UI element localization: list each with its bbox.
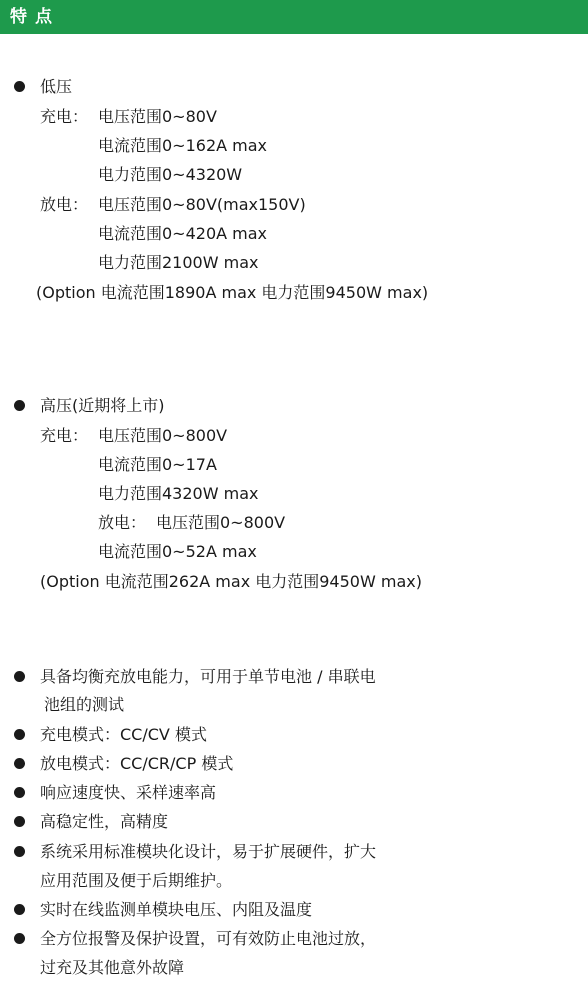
bullet-icon (14, 758, 25, 769)
low-charge-label: 充电： (40, 107, 89, 126)
low-discharge-voltage: 电压范围0~80V(max150V) (98, 195, 306, 214)
low-voltage-title: 低压 (40, 77, 73, 96)
high-charge-power: 电力范围4320W max (98, 484, 259, 503)
bullet-icon (14, 729, 25, 740)
feature-item: 响应速度快、采样速率高 (40, 783, 217, 802)
bullet-icon (14, 933, 25, 944)
feature-item-continued: 过充及其他意外故障 (40, 958, 185, 977)
feature-item: 全方位报警及保护设置，可有效防止电池过放， (40, 929, 377, 948)
low-option-note: (Option 电流范围1890A max 电力范围9450W max) (36, 283, 429, 302)
feature-item: 放电模式：CC/CR/CP 模式 (40, 754, 234, 773)
low-charge-power: 电力范围0~4320W (98, 165, 243, 184)
low-discharge-power: 电力范围2100W max (98, 253, 259, 272)
bullet-icon (14, 671, 25, 682)
feature-item: 充电模式：CC/CV 模式 (40, 725, 207, 744)
bullet-icon (14, 846, 25, 857)
bullet-icon (14, 904, 25, 915)
high-voltage-title: 高压(近期将上市) (40, 396, 165, 415)
feature-item-continued: 池组的测试 (44, 695, 125, 714)
low-discharge-label: 放电： (40, 195, 89, 214)
section-title: 特点 (10, 7, 60, 27)
high-charge-label: 充电： (40, 426, 89, 445)
low-discharge-current: 电流范围0~420A max (98, 224, 268, 243)
low-charge-voltage: 电压范围0~80V (98, 107, 217, 126)
feature-item: 实时在线监测单模块电压、内阻及温度 (40, 900, 313, 919)
high-discharge-voltage: 电压范围0~800V (156, 513, 286, 532)
section-header (0, 0, 588, 34)
high-discharge-label: 放电： (98, 513, 147, 532)
high-charge-current: 电流范围0~17A (98, 455, 217, 474)
high-discharge-current: 电流范围0~52A max (98, 542, 257, 561)
feature-item: 具备均衡充放电能力，可用于单节电池 / 串联电 (40, 667, 376, 686)
feature-item: 高稳定性，高精度 (40, 812, 169, 831)
feature-item: 系统采用标准模块化设计，易于扩展硬件，扩大 (40, 842, 377, 861)
bullet-icon (14, 787, 25, 798)
bullet-icon (14, 81, 25, 92)
high-charge-voltage: 电压范围0~800V (98, 426, 228, 445)
bullet-icon (14, 400, 25, 411)
bullet-icon (14, 816, 25, 827)
high-option-note: (Option 电流范围262A max 电力范围9450W max) (40, 572, 422, 591)
low-charge-current: 电流范围0~162A max (98, 136, 268, 155)
feature-item-continued: 应用范围及便于后期维护。 (40, 871, 233, 890)
